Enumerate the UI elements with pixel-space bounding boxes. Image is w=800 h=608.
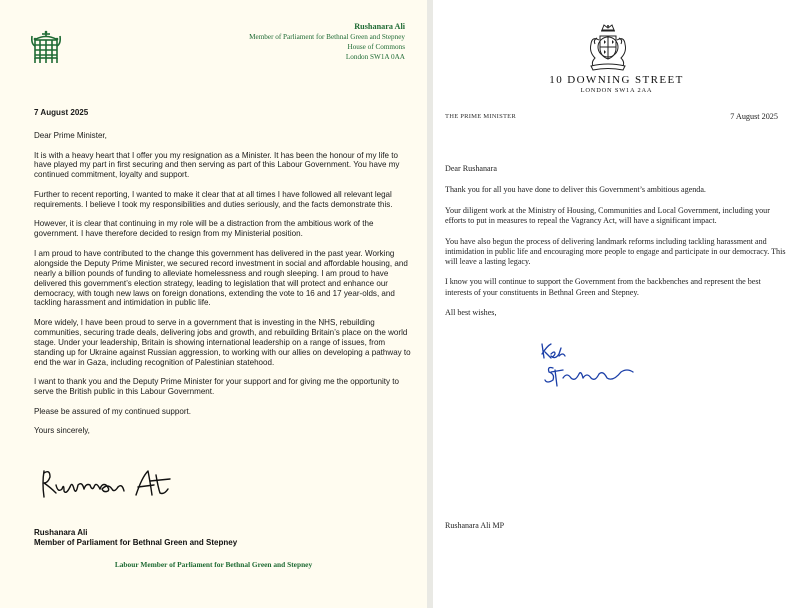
pm-reply-letter [433,0,800,608]
downing-street-letterhead [433,74,800,94]
paragraph: I know you will continue to support the Government from the backbenches and represent the best interests of your constituents in Bethnal Green and Stepney. [445,277,761,297]
salutation: Dear Prime Minister, [34,130,107,140]
pm-letter-body [445,164,787,329]
recipient-line: Rushanara Ali MP [445,521,505,530]
signatory-title: Member of Parliament for Bethnal Green and Stepney [34,538,238,547]
mp-letterhead [249,22,405,62]
portcullis-icon [30,30,62,66]
letterhead-house: House of Commons [347,43,405,51]
salutation: Dear Rushanara [445,164,497,173]
paragraph: I want to thank you and the Deputy Prime Minister for your support and for giving me the opportunity to serve the British public in this Labour Government. [34,377,399,397]
paragraph: Thank you for all you have done to deliver this Government’s ambitious agenda. [445,185,706,195]
resignation-letter-body [34,108,414,446]
handwritten-signature [38,467,178,501]
signatory-block [34,528,237,548]
letter-date: 7 August 2025 [34,108,89,117]
letterhead-role: Member of Parliament for Bethnal Green and Stepney [249,33,405,41]
signatory-name: Rushanara Ali [34,528,88,537]
paragraph: However, it is clear that continuing in my role will be a distraction from the ambitious work of the government. I have therefore decided to resign from my Ministerial position. [34,219,374,239]
royal-coat-of-arms-icon [583,22,633,72]
letterhead-city: London SW1A 0AA [345,53,405,61]
paragraph: Further to recent reporting, I wanted to make it clear that at all times I have followed all relevant legal requirements. I believe I took my responsibilities and duties seriously, and the facts demonstrate this. [34,189,393,209]
paragraph: Please be assured of my continued support. [34,406,192,416]
sender-title: THE PRIME MINISTER [445,113,517,120]
handwritten-signature [539,342,639,390]
address-line: 10 DOWNING STREET [549,74,684,86]
city-line: LONDON SW1A 2AA [580,87,653,94]
letter-footer: Labour Member of Parliament for Bethnal Green and Stepney [114,560,313,569]
paragraph: You have also begun the process of delivering landmark reforms including tackling harassment and intimidation in public life and encouraging more people to engage and participate in our democracy. This will leave a lasting legacy. [445,236,786,266]
paragraph: It is with a heavy heart that I offer you my resignation as a Minister. It has been the honour of my life to have played my part in first securing and then serving as part of this Labour Government. You have my continued commitment, loyalty and support. [34,150,400,180]
letterhead-name: Rushanara Ali [354,22,405,31]
closing: All best wishes, [445,308,497,318]
paragraph: I am proud to have contributed to the change this government has delivered in the past year. Working alongside the Deputy Prime Minister, we secured record investment in social and affordable housing, and nearly a billion pounds of funding to alleviate homelessness and rough sleeping. I am proud to have delivered this government’s election strategy, leading to legislation that will protect and enhance our democracy, with tough new laws on foreign donations, extending the vote to 16 and 17 year-olds, and tackling harassment and intimidation in public life. [34,248,408,308]
closing: Yours sincerely, [34,426,90,436]
paragraph: More widely, I have been proud to serve in a government that is investing in the NHS, rebuilding communities, securing trade deals, delivering jobs and growth, and rebuilding Britain’s place on the world stage. Under your leadership, Britain is showing international leadership on a range of issues, from standing up for Ukraine against Russian aggression, to working with our allies on developing a pathway to end the war in Gaza, including recognition of Palestinian statehood. [34,318,411,367]
letter-date: 7 August 2025 [730,112,778,121]
paragraph: Your diligent work at the Ministry of Housing, Communities and Local Government, including your efforts to put in measures to repeal the Vagrancy Act, will have a significant impact. [445,205,770,225]
